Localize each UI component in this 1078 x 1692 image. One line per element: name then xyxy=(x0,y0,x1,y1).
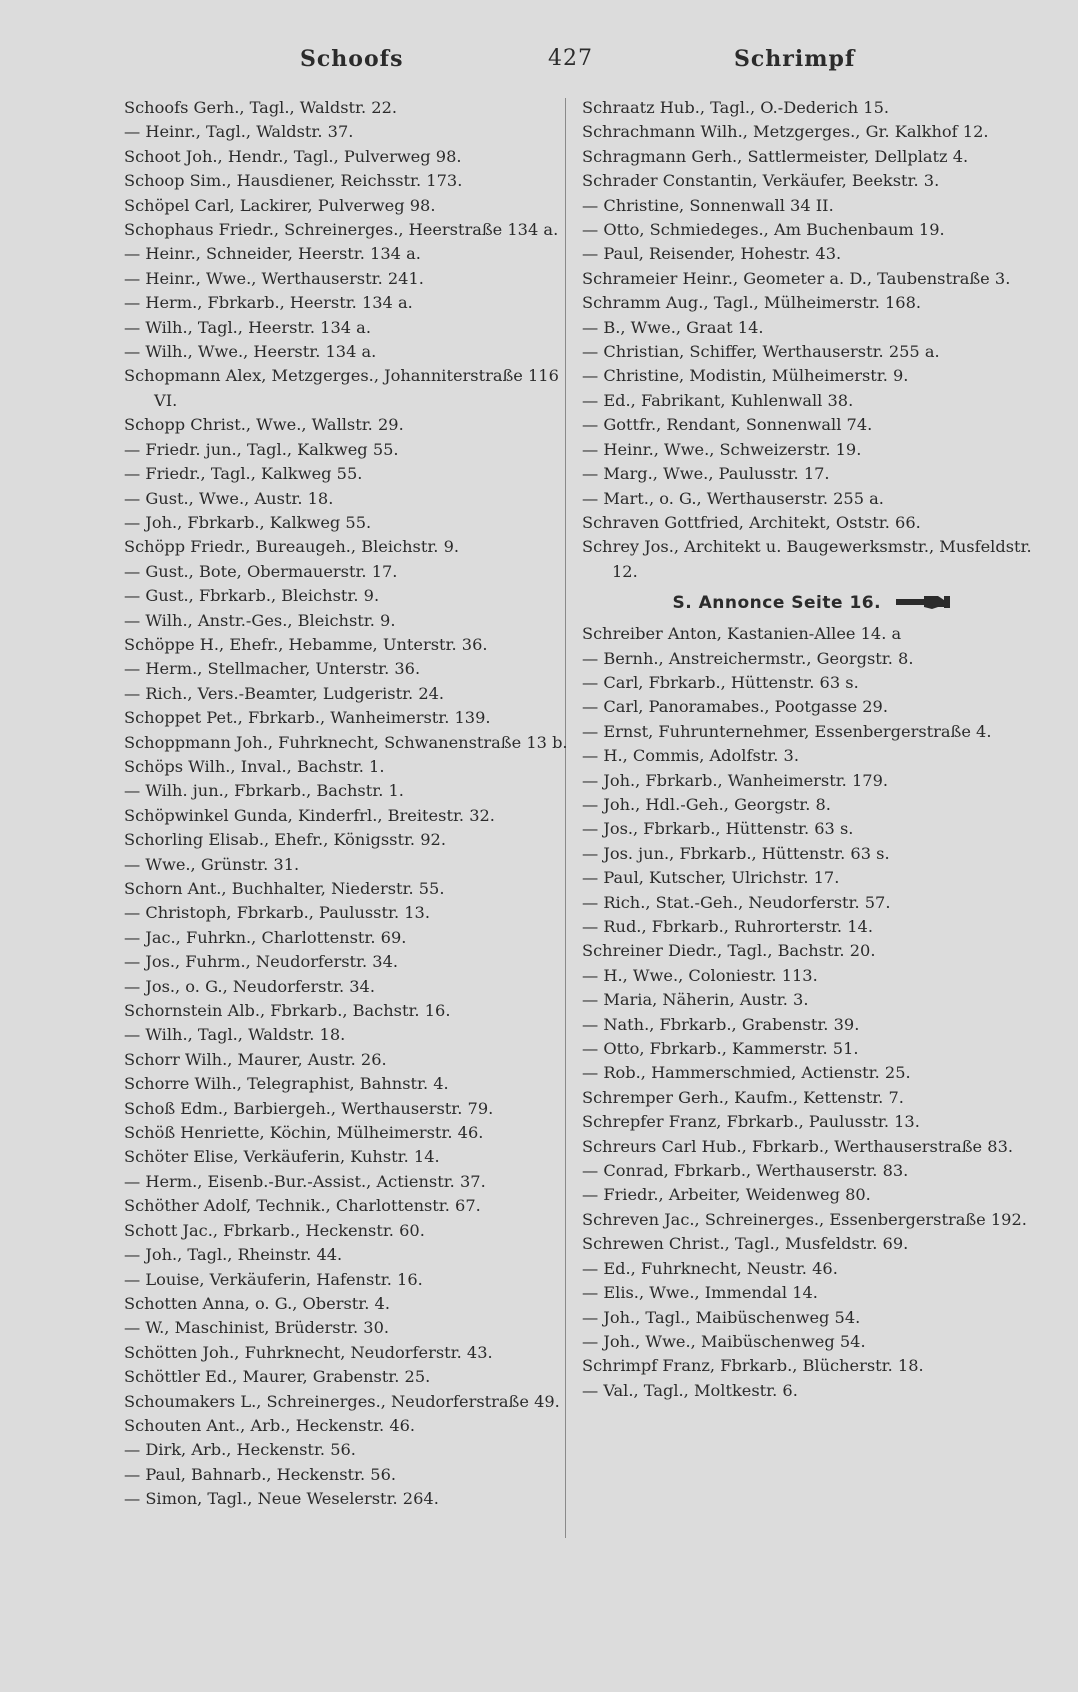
directory-entry: Schöttler Ed., Maurer, Grabenstr. 25. xyxy=(124,1367,431,1387)
directory-entry: Schrader Constantin, Verkäufer, Beekstr. 3. xyxy=(582,171,940,191)
page-number: 427 xyxy=(548,46,593,71)
directory-entry: — Herm., Fbrkarb., Heerstr. 134 a. xyxy=(124,293,413,313)
directory-entry: — Jos. jun., Fbrkarb., Hüttenstr. 63 s. xyxy=(582,843,890,863)
directory-entry: — Wilh., Anstr.-Ges., Bleichstr. 9. xyxy=(124,610,396,630)
directory-entry: Schorling Elisab., Ehefr., Königsstr. 92. xyxy=(124,830,446,850)
directory-entry: — Rich., Stat.-Geh., Neudorferstr. 57. xyxy=(582,892,891,912)
directory-entry: Schramm Aug., Tagl., Mülheimerstr. 168. xyxy=(582,293,922,313)
directory-entry: — Rich., Vers.-Beamter, Ludgeristr. 24. xyxy=(124,683,445,703)
directory-entry: Schöpel Carl, Lackirer, Pulverweg 98. xyxy=(124,195,436,215)
directory-entry: Schouten Ant., Arb., Heckenstr. 46. xyxy=(124,1415,416,1435)
directory-entry: Schrachmann Wilh., Metzgerges., Gr. Kalkhof 12. xyxy=(582,122,989,142)
directory-entry: — Joh., Tagl., Rheinstr. 44. xyxy=(124,1245,343,1265)
directory-entry: Schöther Adolf, Technik., Charlottenstr. 67. xyxy=(124,1196,481,1216)
directory-entry: Schreven Jac., Schreinerges., Essenbergerstraße 192. xyxy=(582,1209,1027,1229)
directory-entry: — Gust., Wwe., Austr. 18. xyxy=(124,488,334,508)
directory-entry: — Jos., o. G., Neudorferstr. 34. xyxy=(124,976,375,996)
directory-entry: Schöter Elise, Verkäuferin, Kuhstr. 14. xyxy=(124,1147,440,1167)
directory-entry: Schraatz Hub., Tagl., O.-Dederich 15. xyxy=(582,98,890,117)
directory-entry: — Jac., Fuhrkn., Charlottenstr. 69. xyxy=(124,927,407,947)
directory-entry: — W., Maschinist, Brüderstr. 30. xyxy=(124,1318,390,1338)
directory-entry: — Joh., Fbrkarb., Kalkweg 55. xyxy=(124,512,372,532)
right-column-top-entries xyxy=(582,96,1042,584)
directory-entry: — Heinr., Tagl., Waldstr. 37. xyxy=(124,122,354,142)
directory-entry: — Gottfr., Rendant, Sonnenwall 74. xyxy=(582,415,873,435)
directory-entry: — Carl, Fbrkarb., Hüttenstr. 63 s. xyxy=(582,672,859,692)
directory-entry: — Gust., Fbrkarb., Bleichstr. 9. xyxy=(124,586,380,606)
directory-entry: — Joh., Fbrkarb., Wanheimerstr. 179. xyxy=(582,770,889,790)
directory-entry: — Otto, Schmiedeges., Am Buchenbaum 19. xyxy=(582,220,945,240)
directory-entry: Schötten Joh., Fuhrknecht, Neudorferstr. 43. xyxy=(124,1342,493,1362)
directory-entry: — Nath., Fbrkarb., Grabenstr. 39. xyxy=(582,1014,860,1034)
directory-entry: — H., Wwe., Coloniestr. 113. xyxy=(582,965,818,985)
directory-entry: — Christine, Modistin, Mülheimerstr. 9. xyxy=(582,366,909,386)
directory-entry: — Otto, Fbrkarb., Kammerstr. 51. xyxy=(582,1039,859,1059)
directory-entry: — Louise, Verkäuferin, Hafenstr. 16. xyxy=(124,1269,423,1289)
directory-entry: — Heinr., Schneider, Heerstr. 134 a. xyxy=(124,244,421,264)
directory-entry: Schorr Wilh., Maurer, Austr. 26. xyxy=(124,1049,387,1069)
directory-entry: — Bernh., Anstreichermstr., Georgstr. 8. xyxy=(582,648,914,668)
directory-entry: Schöppe H., Ehefr., Hebamme, Unterstr. 36. xyxy=(124,634,488,654)
directory-entry: — B., Wwe., Graat 14. xyxy=(582,317,764,337)
directory-entry: — Rud., Fbrkarb., Ruhrorterstr. 14. xyxy=(582,917,873,936)
directory-entry: — Wilh. jun., Fbrkarb., Bachstr. 1. xyxy=(124,781,404,801)
directory-entry: Schornstein Alb., Fbrkarb., Bachstr. 16. xyxy=(124,1001,451,1021)
directory-entry: — Friedr., Arbeiter, Weidenweg 80. xyxy=(582,1185,871,1205)
directory-entry: — Paul, Reisender, Hohestr. 43. xyxy=(582,244,842,264)
directory-entry: — Paul, Bahnarb., Heckenstr. 56. xyxy=(124,1464,397,1484)
right-column xyxy=(582,96,1042,1403)
directory-entry: Schoop Sim., Hausdiener, Reichsstr. 173. xyxy=(124,171,463,191)
directory-entry: Schrewen Christ., Tagl., Musfeldstr. 69. xyxy=(582,1234,909,1254)
directory-entry: — Maria, Näherin, Austr. 3. xyxy=(582,990,809,1010)
directory-entry: — Val., Tagl., Moltkestr. 6. xyxy=(582,1380,798,1400)
directory-entry: Schöpwinkel Gunda, Kinderfrl., Breitestr. 32. xyxy=(124,805,495,825)
left-column xyxy=(124,96,584,1512)
annonce-notice xyxy=(582,584,1042,622)
pointing-hand-icon xyxy=(894,593,952,611)
directory-entry: Schöpp Friedr., Bureaugeh., Bleichstr. 9. xyxy=(124,537,460,557)
directory-entry: Schraven Gottfried, Architekt, Oststr. 66. xyxy=(582,512,921,532)
directory-entry: Schreurs Carl Hub., Fbrkarb., Werthauserstraße 83. xyxy=(582,1136,1014,1156)
directory-entry: Schorn Ant., Buchhalter, Niederstr. 55. xyxy=(124,879,445,898)
directory-entry: Schoot Joh., Hendr., Tagl., Pulverweg 98. xyxy=(124,146,462,166)
directory-entry: — Wilh., Tagl., Heerstr. 134 a. xyxy=(124,317,371,337)
directory-entry: — Jos., Fuhrm., Neudorferstr. 34. xyxy=(124,952,399,972)
directory-entry: — Heinr., Wwe., Werthauserstr. 241. xyxy=(124,268,424,288)
directory-entry: — Joh., Hdl.-Geh., Georgstr. 8. xyxy=(582,794,831,814)
directory-entry: — Ernst, Fuhrunternehmer, Essenbergerstraße 4. xyxy=(582,721,992,741)
directory-entry: Schöß Henriette, Köchin, Mülheimerstr. 46. xyxy=(124,1123,484,1143)
directory-entry: — Mart., o. G., Werthauserstr. 255 a. xyxy=(582,488,884,508)
directory-entry: — Elis., Wwe., Immendal 14. xyxy=(582,1283,818,1303)
directory-entry: Schoofs Gerh., Tagl., Waldstr. 22. xyxy=(124,98,398,117)
directory-entry: — Ed., Fabrikant, Kuhlenwall 38. xyxy=(582,390,854,410)
directory-entry: Schrameier Heinr., Geometer a. D., Taubenstraße 3. xyxy=(582,268,1011,288)
directory-entry: — Paul, Kutscher, Ulrichstr. 17. xyxy=(582,868,840,888)
directory-entry: Schöps Wilh., Inval., Bachstr. 1. xyxy=(124,756,385,776)
directory-entry: — Jos., Fbrkarb., Hüttenstr. 63 s. xyxy=(582,819,854,839)
directory-entry: Schopmann Alex, Metzgerges., Johanniterstraße 116 VI. xyxy=(124,366,559,410)
directory-entry: — Rob., Hammerschmied, Actienstr. 25. xyxy=(582,1063,911,1083)
directory-entry: Schopp Christ., Wwe., Wallstr. 29. xyxy=(124,415,404,435)
directory-entry: Schotten Anna, o. G., Oberstr. 4. xyxy=(124,1293,390,1313)
directory-entry: — Herm., Stellmacher, Unterstr. 36. xyxy=(124,659,421,679)
right-column-bottom-entries xyxy=(582,622,1042,1403)
directory-entry: — Joh., Tagl., Maibüschenweg 54. xyxy=(582,1307,861,1327)
directory-entry: — Christoph, Fbrkarb., Paulusstr. 13. xyxy=(124,903,430,923)
directory-entry: — Marg., Wwe., Paulusstr. 17. xyxy=(582,464,830,484)
directory-entry: Schorre Wilh., Telegraphist, Bahnstr. 4. xyxy=(124,1074,449,1094)
header-left-keyword: Schoofs xyxy=(300,46,404,72)
directory-entry: Schrimpf Franz, Fbrkarb., Blücherstr. 18. xyxy=(582,1356,924,1376)
directory-entry: — Heinr., Wwe., Schweizerstr. 19. xyxy=(582,439,862,459)
directory-entry: — Christian, Schiffer, Werthauserstr. 255 a. xyxy=(582,342,940,362)
directory-entry: — Ed., Fuhrknecht, Neustr. 46. xyxy=(582,1258,838,1278)
directory-entry: Schott Jac., Fbrkarb., Heckenstr. 60. xyxy=(124,1220,425,1240)
directory-entry: Schrey Jos., Architekt u. Baugewerksmstr., Musfeldstr. 12. xyxy=(582,537,1032,581)
directory-entry: Schophaus Friedr., Schreinerges., Heerstraße 134 a. xyxy=(124,220,559,240)
directory-entry: Schremper Gerh., Kaufm., Kettenstr. 7. xyxy=(582,1087,904,1107)
annonce-text: S. Annonce Seite 16. xyxy=(672,593,882,614)
directory-entry: Schoppet Pet., Fbrkarb., Wanheimerstr. 139. xyxy=(124,708,491,728)
directory-entry: — Friedr. jun., Tagl., Kalkweg 55. xyxy=(124,439,399,459)
directory-entry: — Wilh., Wwe., Heerstr. 134 a. xyxy=(124,342,377,362)
directory-entry: Schreiber Anton, Kastanien-Allee 14. a xyxy=(582,624,902,644)
directory-entry: — Dirk, Arb., Heckenstr. 56. xyxy=(124,1440,356,1460)
directory-entry: Schoumakers L., Schreinerges., Neudorferstraße 49. xyxy=(124,1391,560,1411)
directory-entry: Schragmann Gerh., Sattlermeister, Dellplatz 4. xyxy=(582,146,969,166)
directory-entry: Schreiner Diedr., Tagl., Bachstr. 20. xyxy=(582,941,876,961)
directory-entry: — Carl, Panoramabes., Pootgasse 29. xyxy=(582,697,888,717)
directory-entry: — Herm., Eisenb.-Bur.-Assist., Actienstr. 37. xyxy=(124,1171,486,1191)
directory-entry: — Christine, Sonnenwall 34 II. xyxy=(582,195,834,215)
directory-entry: — Wwe., Grünstr. 31. xyxy=(124,854,300,874)
directory-entry: — Simon, Tagl., Neue Weselerstr. 264. xyxy=(124,1489,439,1509)
directory-entry: — Joh., Wwe., Maibüschenweg 54. xyxy=(582,1331,866,1351)
header-right-keyword: Schrimpf xyxy=(734,46,856,72)
directory-entry: — Friedr., Tagl., Kalkweg 55. xyxy=(124,464,363,484)
directory-entry: — Wilh., Tagl., Waldstr. 18. xyxy=(124,1025,346,1045)
directory-entry: — Gust., Bote, Obermauerstr. 17. xyxy=(124,561,398,581)
directory-entry: Schoß Edm., Barbiergeh., Werthauserstr. 79. xyxy=(124,1098,494,1118)
directory-entry: Schrepfer Franz, Fbrkarb., Paulusstr. 13. xyxy=(582,1112,920,1132)
directory-entry: — H., Commis, Adolfstr. 3. xyxy=(582,746,799,766)
directory-entry: Schoppmann Joh., Fuhrknecht, Schwanenstraße 13 b. xyxy=(124,732,568,752)
directory-entry: — Conrad, Fbrkarb., Werthauserstr. 83. xyxy=(582,1161,909,1181)
